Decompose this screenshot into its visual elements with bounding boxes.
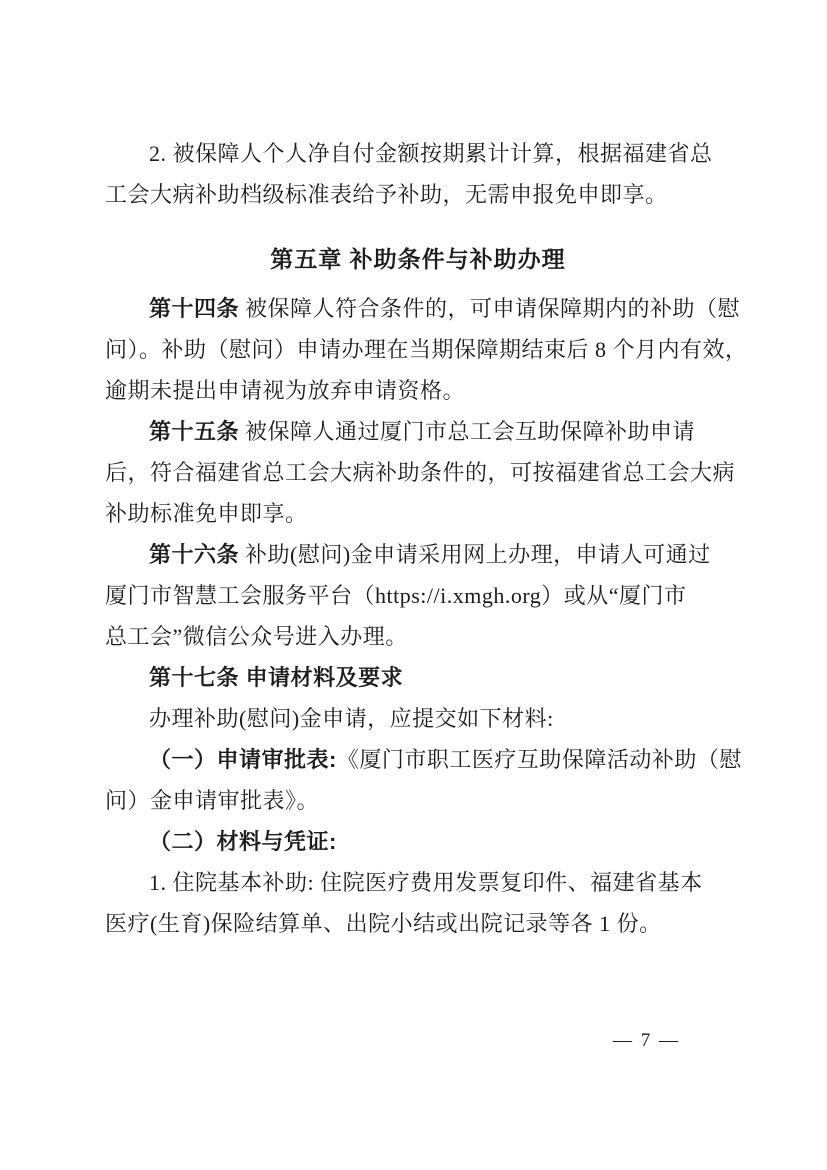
text-line — [105, 862, 731, 903]
bold-text-run: 第十七条 申请材料及要求 — [149, 665, 404, 690]
text-run: 逾期未提出申请视为放弃申请资格。 — [105, 378, 466, 403]
bold-text-run: 第十四条 — [149, 296, 240, 321]
text-line — [105, 534, 731, 575]
text-line — [105, 739, 742, 780]
text-line — [105, 821, 731, 862]
voucher-item-1-hospitalization — [105, 862, 731, 944]
text-line — [105, 657, 731, 698]
article-17-heading — [105, 657, 731, 698]
bold-text-run: 第十五条 — [149, 419, 240, 444]
text-run: 医疗(生育)保险结算单、出院小结或出院记录等各 1 份。 — [105, 911, 662, 936]
text-run: 厦门市智慧工会服务平台（https://i.xmgh.org）或从“厦门市 — [105, 583, 687, 608]
text-run: 问）金申请审批表》。 — [105, 788, 320, 813]
para-item-2-accumulation — [105, 133, 731, 215]
text-run: 2. 被保障人个人净自付金额按期累计计算，根据福建省总 — [149, 141, 713, 166]
article-15 — [105, 411, 736, 534]
text-run: 办理补助(慰问)金申请，应提交如下材料: — [149, 706, 554, 731]
text-line — [105, 329, 748, 370]
text-run: 《厦门市职工医疗互助保障活动补助（慰 — [336, 747, 742, 772]
chapter-5-heading — [105, 239, 731, 280]
text-line — [105, 780, 731, 821]
text-line — [105, 288, 741, 329]
text-run: 工会大病补助档级标准表给予补助，无需申报免申即享。 — [105, 182, 668, 207]
document-body — [105, 133, 748, 944]
bold-text-run: 第五章 补助条件与补助办理 — [270, 246, 566, 272]
text-line — [105, 452, 736, 493]
text-run: 问）。补助（慰问）申请办理在当期保障期结束后 8 个月内有效， — [105, 337, 748, 362]
text-line — [105, 903, 731, 944]
text-line — [105, 698, 731, 739]
text-run: 被保障人通过厦门市总工会互助保障补助申请 — [239, 419, 696, 444]
text-run: 总工会”微信公众号进入办理。 — [105, 624, 408, 649]
text-run: 补助(慰问)金申请采用网上办理，申请人可通过 — [239, 542, 711, 567]
bold-text-run: （一）申请审批表: — [149, 747, 337, 772]
text-run: 被保障人符合条件的，可申请保障期内的补助（慰 — [239, 296, 741, 321]
text-run: 1. 住院基本补助: 住院医疗费用发票复印件、福建省基本 — [149, 870, 703, 895]
material-2-vouchers-heading — [105, 821, 731, 862]
text-line — [105, 575, 731, 616]
text-line — [105, 133, 731, 174]
text-run: 补助标准免申即享。 — [105, 501, 308, 526]
page-number: — 7 — — [613, 1030, 680, 1051]
bold-text-run: （二）材料与凭证: — [149, 829, 337, 854]
text-line — [105, 370, 731, 411]
bold-text-run: 第十六条 — [149, 542, 240, 567]
text-line — [105, 493, 731, 534]
article-14 — [105, 288, 748, 411]
article-16 — [105, 534, 731, 657]
text-run: 后，符合福建省总工会大病补助条件的，可按福建省总工会大病 — [105, 460, 736, 485]
text-line — [105, 174, 731, 215]
text-line — [105, 239, 731, 280]
text-line — [105, 616, 731, 657]
materials-intro — [105, 698, 731, 739]
material-1-application-form — [105, 739, 742, 821]
text-line — [105, 411, 731, 452]
